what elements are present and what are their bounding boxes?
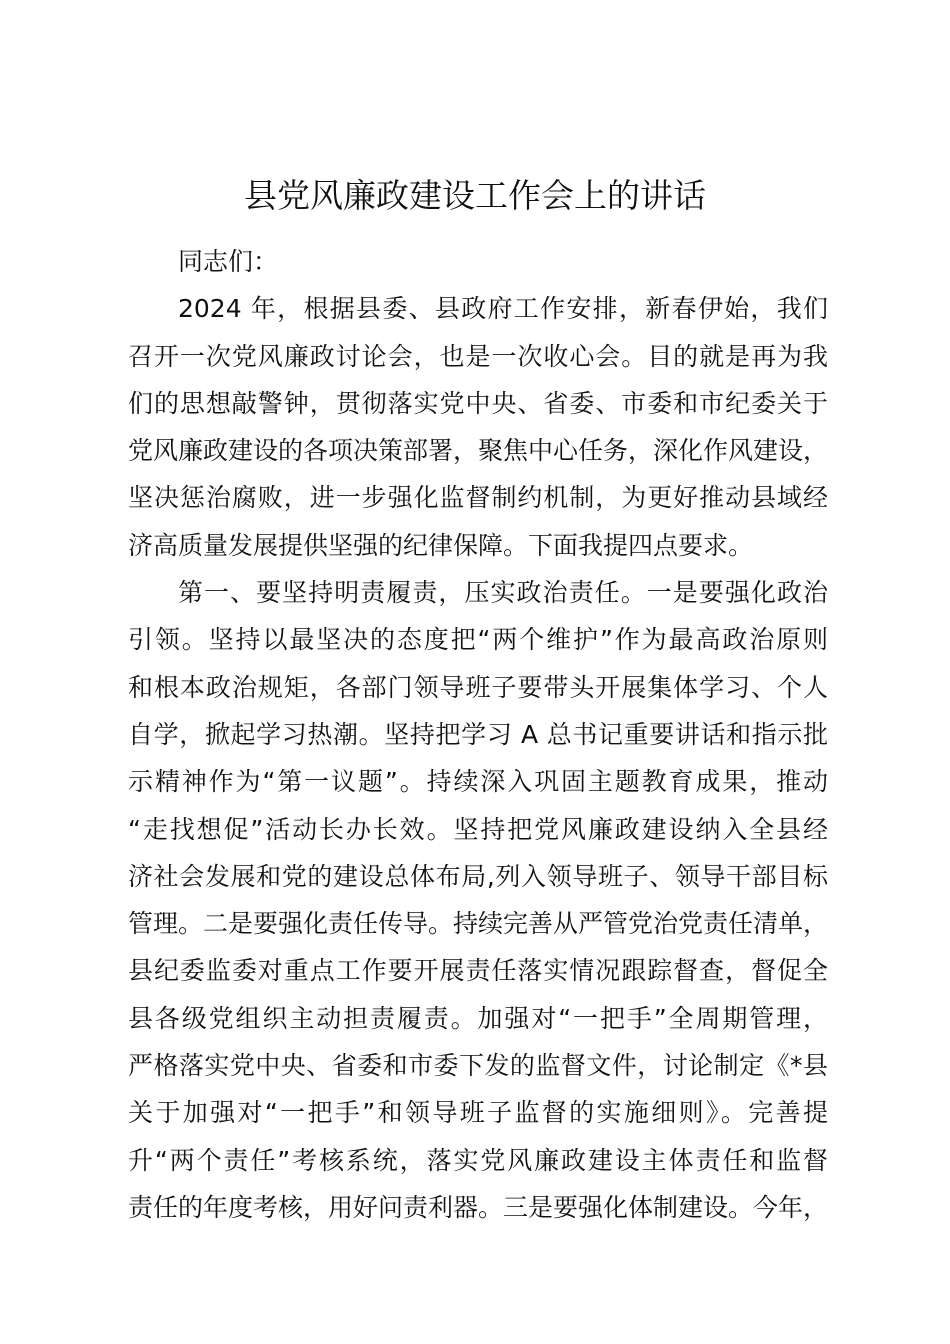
text-line: 引领。坚持以最坚决的态度把“两个维护”作为最高政治原则 (128, 625, 828, 655)
text-line: 县纪委监委对重点工作要开展责任落实情况跟踪督查，督促全 (128, 956, 828, 986)
text-line: 关于加强对“一把手”和领导班子监督的实施细则》。完善提 (128, 1098, 828, 1128)
text-line: 责任的年度考核，用好问责利器。三是要强化体制建设。今年， (128, 1192, 829, 1222)
text-line: 管理。二是要强化责任传导。持续完善从严管党治党责任清单， (128, 909, 829, 939)
text-line: 升“两个责任”考核系统，落实党风廉政建设主体责任和监督 (128, 1145, 828, 1175)
text-line: 2024 年，根据县委、县政府工作安排，新春伊始，我们 (178, 294, 828, 324)
text-line: 济高质量发展提供坚强的纪律保障。下面我提四点要求。 (128, 530, 754, 560)
text-line: 党风廉政建设的各项决策部署，聚焦中心任务，深化作风建设， (128, 436, 829, 466)
text-line: 召开一次党风廉政讨论会，也是一次收心会。目的就是再为我 (128, 341, 828, 371)
text-line: 济社会发展和党的建设总体布局,列入领导班子、领导干部目标 (128, 861, 828, 891)
text-line: 同志们： (178, 247, 279, 276)
text-line: 和根本政治规矩，各部门领导班子要带头开展集体学习、个人 (128, 672, 828, 702)
text-line: 坚决惩治腐败，进一步强化监督制约机制，为更好推动县域经 (128, 483, 828, 513)
text-line: “走找想促”活动长办长效。坚持把党风廉政建设纳入全县经 (128, 814, 828, 844)
text-line: 第一、要坚持明责履责，压实政治责任。一是要强化政治 (178, 578, 828, 608)
text-line: 示精神作为“第一议题”。持续深入巩固主题教育成果，推动 (128, 767, 828, 797)
text-line: 们的思想敲警钟，贯彻落实党中央、省委、市委和市纪委关于 (128, 388, 828, 418)
document-body (128, 238, 828, 1231)
text-line: 县各级党组织主动担责履责。加强对“一把手”全周期管理， (128, 1003, 828, 1033)
text-line: 严格落实党中央、省委和市委下发的监督文件，讨论制定《*县 (128, 1051, 828, 1081)
text-line: 自学，掀起学习热潮。坚持把学习 A 总书记重要讲话和指示批 (128, 719, 828, 749)
document-title: 县党风廉政建设工作会上的讲话 (244, 176, 706, 215)
